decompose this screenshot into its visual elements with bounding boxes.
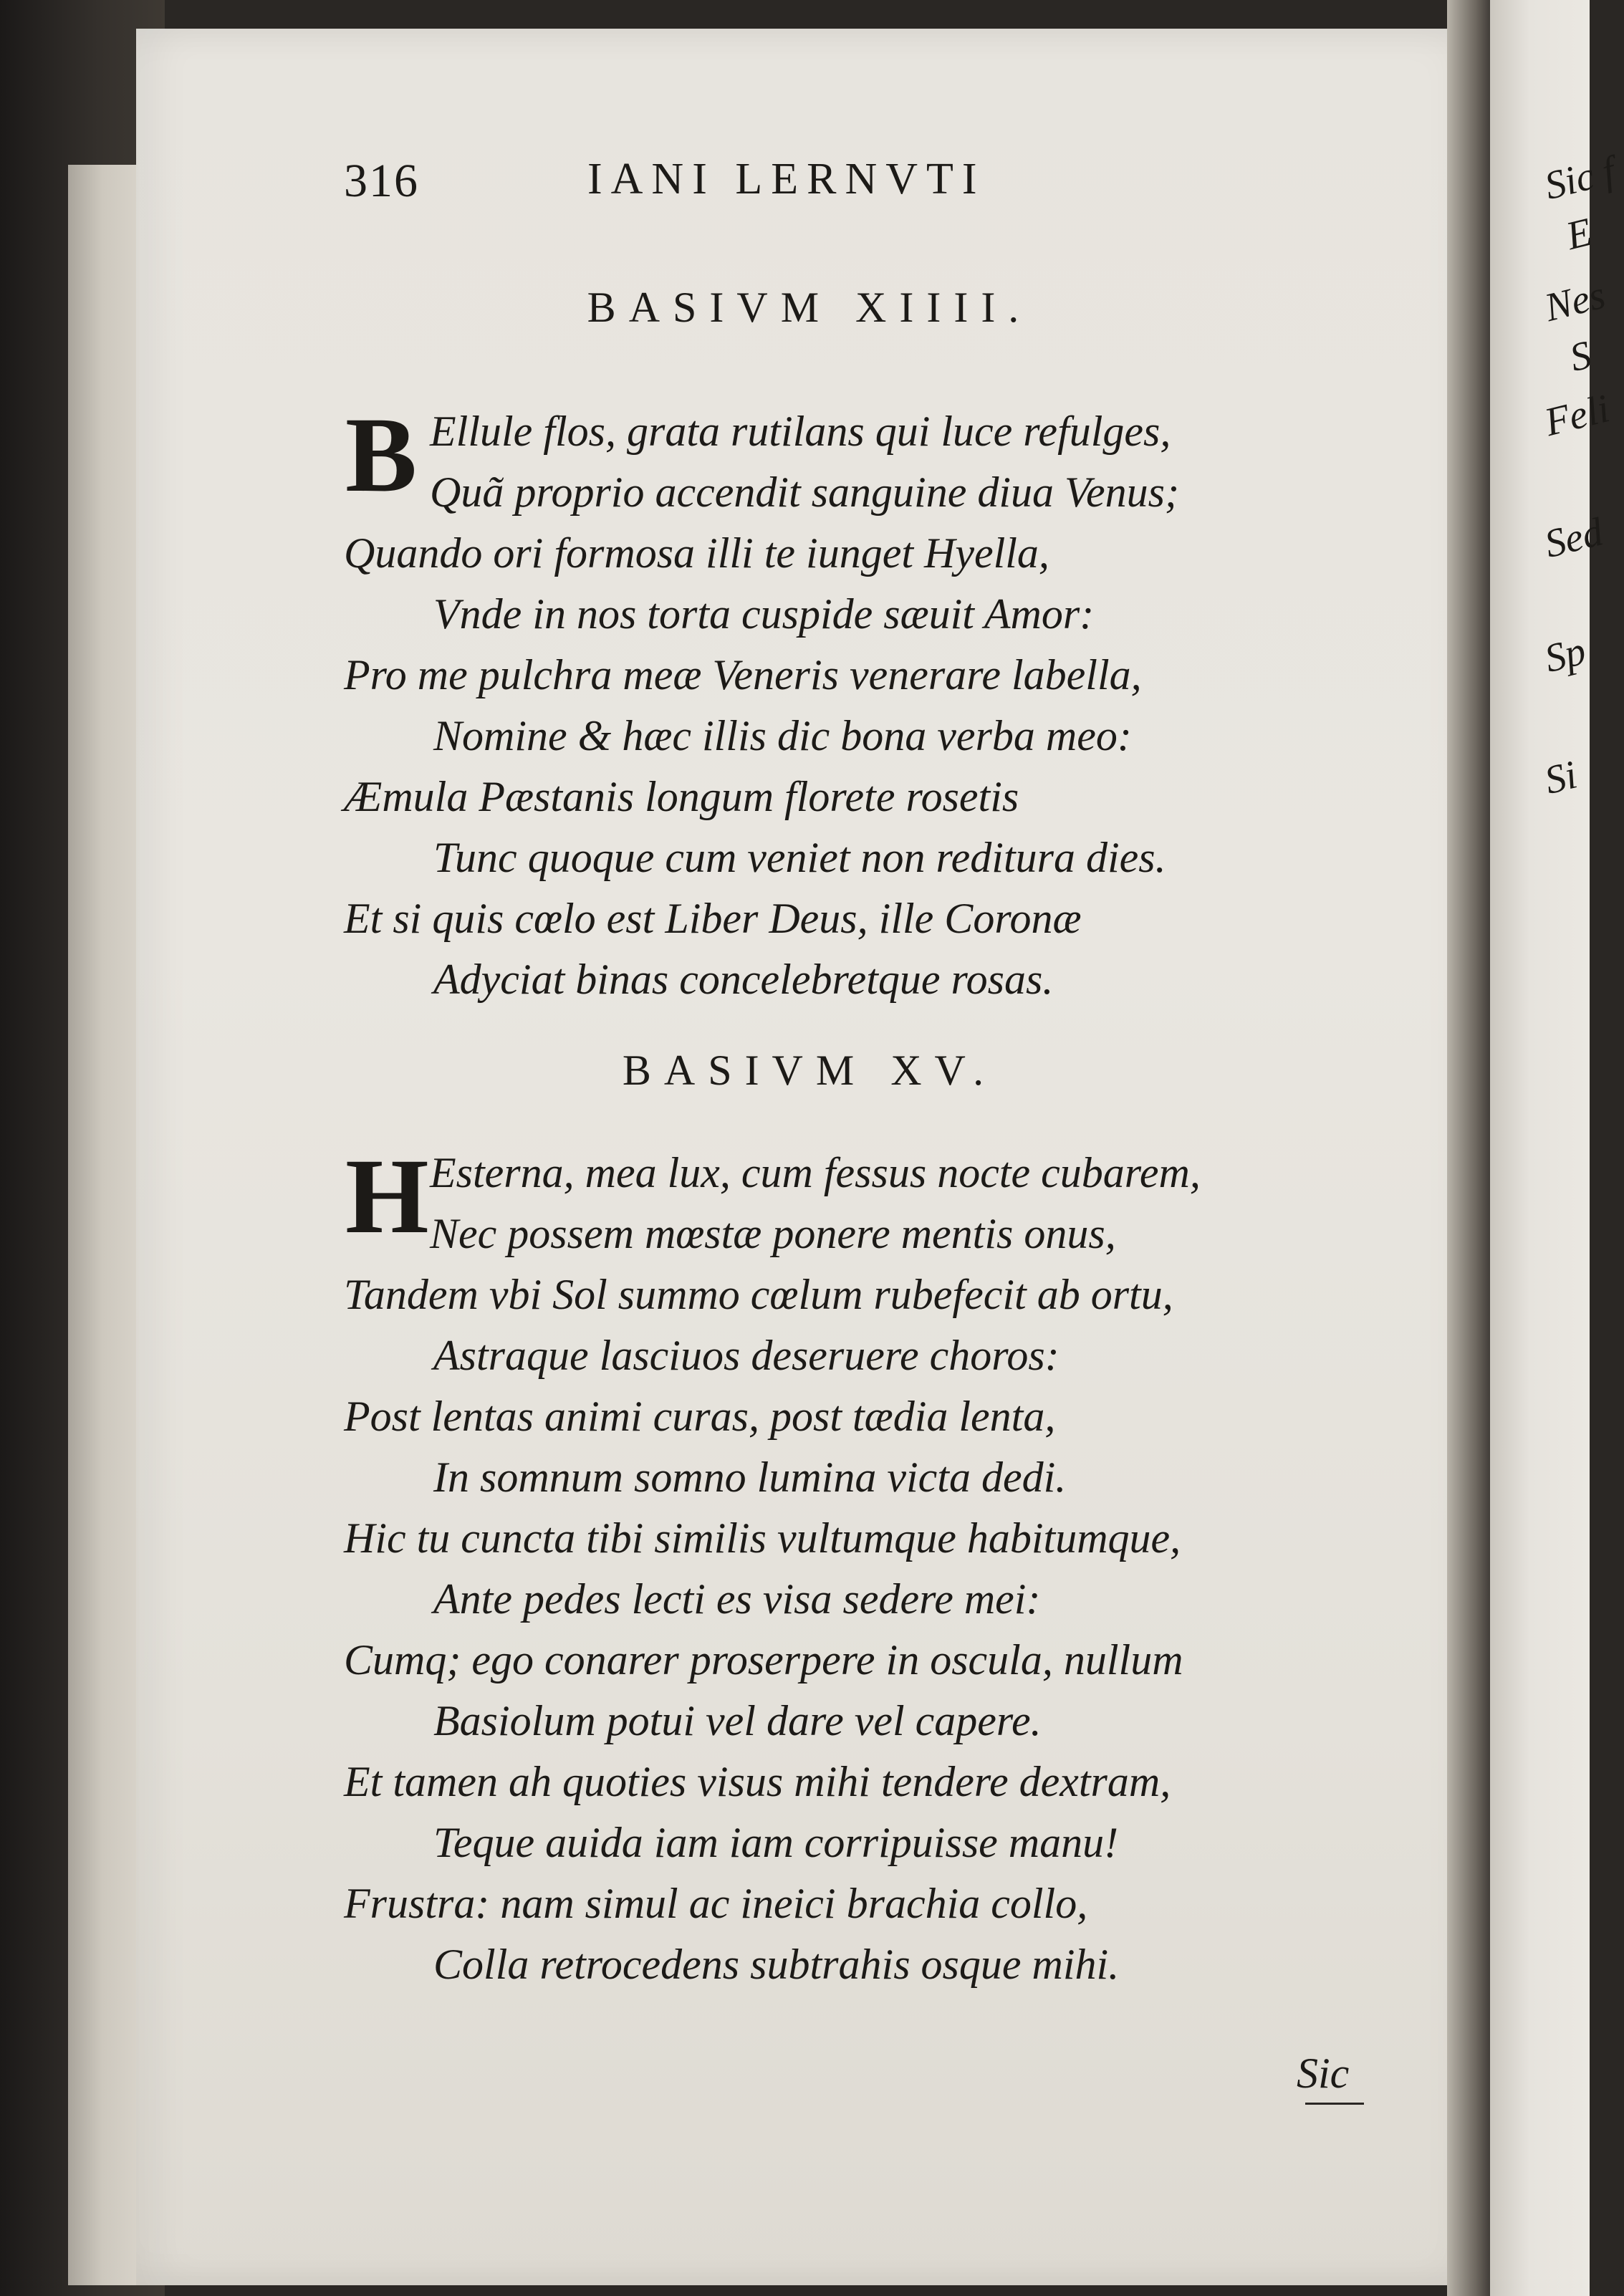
verse-line: Basiolum potui vel dare vel capere. [433,1697,1042,1744]
running-head [344,154,1146,218]
verse-line: Frustra: nam simul ac ineici brachia collo, [344,1880,1088,1927]
verse-line: Astraque lasciuos deseruere choros: [433,1332,1060,1379]
facing-page-fragment: E [1562,209,1597,259]
drop-cap-initial: H [345,1137,429,1256]
verse-line: Tunc quoque cum veniet non reditura dies. [433,834,1166,881]
verse-line: Ellule flos, grata rutilans qui luce refulges, [430,408,1171,455]
verse-line: Teque auida iam iam corripuisse manu! [433,1819,1119,1866]
poem-stanza [344,1137,1383,1995]
verse-line: Colla retrocedens subtrahis osque mihi. [433,1941,1120,1988]
catchword: Sic [1297,2050,1350,2097]
verse-line: Vnde in nos torta cuspide sæuit Amor: [433,590,1095,638]
verse-line: Ante pedes lecti es visa sedere mei: [433,1575,1041,1623]
running-title: IANI LERNVTI [587,155,986,203]
verse-line: Æmula Pæstanis longum florete rosetis [344,773,1019,820]
poem-title: BASIVM XIIII. [587,284,1032,331]
facing-page-fragment: Si [1540,752,1582,804]
facing-page-fragment: Sed [1540,509,1608,567]
verse-line: Adyciat binas concelebretque rosas. [433,956,1054,1003]
verse-line: Quando ori formosa illi te iunget Hyella, [344,529,1049,577]
page-number: 316 [344,155,419,207]
facing-page-fragment: Sic f [1540,148,1620,209]
facing-page-fragment: S [1565,332,1596,381]
verse-line: Quã proprio accendit sanguine diua Venus; [430,469,1179,516]
verse-line: Pro me pulchra meæ Veneris venerare labella, [344,651,1142,698]
verse-line: In somnum somno lumina victa dedi. [433,1454,1067,1501]
verse-line: Hic tu cuncta tibi similis vultumque habitumque, [344,1514,1181,1562]
facing-page-fragment: Nes [1540,272,1610,331]
verse-line: Nec possem mœstæ ponere mentis onus, [430,1210,1116,1257]
verse-line: Nomine & hæc illis dic bona verba meo: [433,712,1132,759]
poem-stanza [344,395,1383,1010]
verse-line: Et si quis cœlo est Liber Deus, ille Coronæ [344,895,1082,942]
verse-line: Tandem vbi Sol summo cœlum rubefecit ab ortu, [344,1271,1173,1318]
verse-line: Et tamen ah quoties visus mihi tendere dextram, [344,1758,1171,1805]
verse-line: Post lentas animi curas, post tædia lenta, [344,1393,1056,1440]
drop-cap-initial: B [345,395,418,514]
poem-title: BASIVM XV. [622,1047,997,1094]
facing-page-fragment: Feli [1540,386,1614,446]
catchword-rule [1305,2103,1364,2105]
verse-line: Cumq; ego conarer proserpere in oscula, nullum [344,1636,1183,1683]
facing-page-fragment: Sp [1540,628,1590,682]
verse-line: Esterna, mea lux, cum fessus nocte cubarem, [430,1149,1201,1196]
